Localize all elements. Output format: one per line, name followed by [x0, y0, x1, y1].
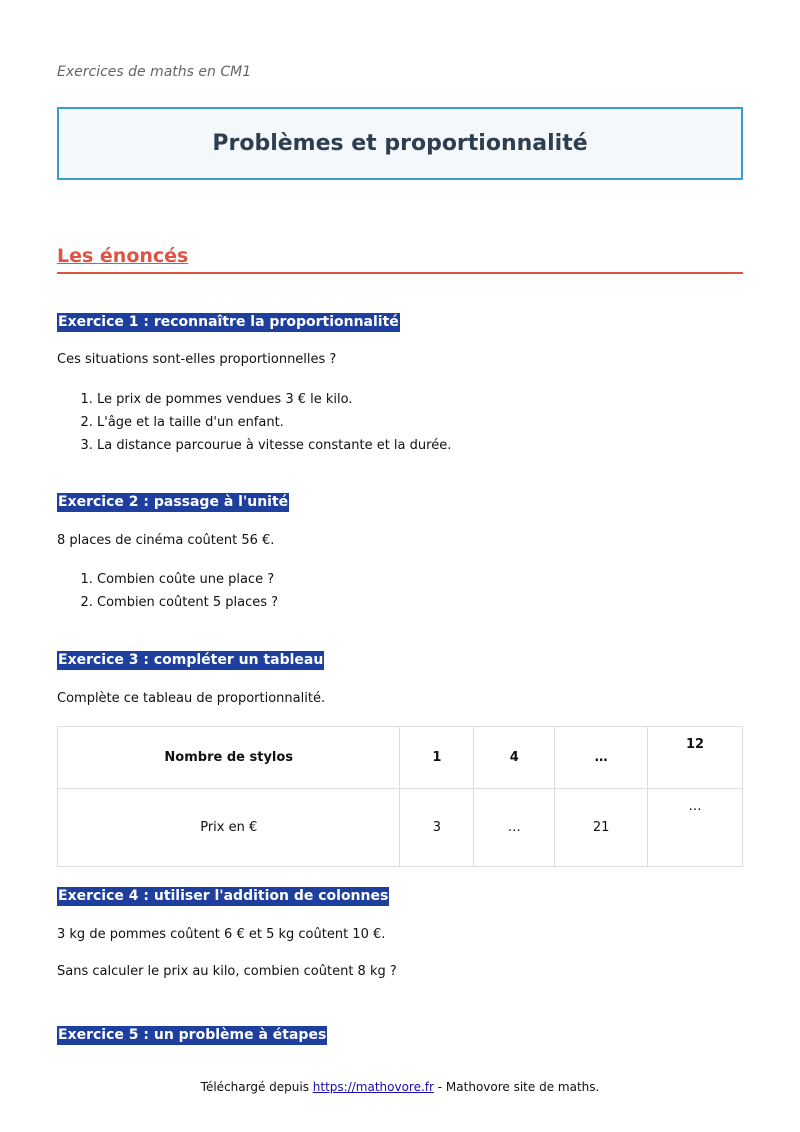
exercise-4-question: Sans calculer le prix au kilo, combien coûtent 8 kg ? — [57, 964, 397, 979]
footer-link[interactable]: https://mathovore.fr — [312, 1080, 434, 1094]
table-cell: … — [555, 727, 648, 789]
title-box — [57, 107, 743, 180]
exercise-3-intro: Complète ce tableau de proportionnalité. — [57, 691, 326, 706]
table-cell: 3 — [400, 789, 474, 867]
footer-suffix: - Mathovore site de maths. — [433, 1080, 600, 1094]
exercise-4-intro: 3 kg de pommes coûtent 6 € et 5 kg coûtent 10 €. — [57, 927, 386, 942]
table-cell: … — [474, 789, 555, 867]
exercise-1-heading: Exercice 1 : reconnaître la proportionnalité — [58, 314, 399, 330]
table-cell: 21 — [555, 789, 648, 867]
table-cell: 1 — [400, 727, 474, 789]
list-item: 3. La distance parcourue à vitesse constante et la durée. — [97, 434, 451, 457]
list-item: 1. Le prix de pommes vendues 3 € le kilo. — [97, 388, 451, 411]
table-cell: 12 — [648, 727, 743, 789]
list-item: 2. Combien coûtent 5 places ? — [97, 591, 278, 614]
exercise-4-heading: Exercice 4 : utiliser l'addition de colonnes — [58, 888, 389, 904]
exercise-1-intro: Ces situations sont-elles proportionnelles ? — [57, 352, 337, 367]
exercise-3-heading: Exercice 3 : compléter un tableau — [58, 652, 324, 668]
table-cell: 4 — [474, 727, 555, 789]
list-item: 1. Combien coûte une place ? — [97, 568, 278, 591]
page-subtitle: Exercices de maths en CM1 — [57, 64, 252, 80]
page-footer — [0, 1080, 800, 1094]
footer-prefix: Téléchargé depuis — [200, 1080, 313, 1094]
proportionality-table — [57, 726, 743, 867]
page-title: Problèmes et proportionnalité — [212, 131, 588, 156]
section-heading — [57, 245, 743, 274]
exercise-2-intro: 8 places de cinéma coûtent 56 €. — [57, 533, 275, 548]
table-cell: Nombre de stylos — [58, 727, 400, 789]
exercise-2-heading: Exercice 2 : passage à l'unité — [58, 494, 289, 510]
section-heading-text: Les énoncés — [57, 245, 189, 267]
table-row — [58, 727, 743, 789]
exercise-2-list — [57, 568, 278, 614]
exercise-1-list — [57, 388, 451, 457]
table-cell: Prix en € — [58, 789, 400, 867]
list-item: 2. L'âge et la taille d'un enfant. — [97, 411, 451, 434]
table-row — [58, 789, 743, 867]
table-cell: … — [648, 789, 743, 867]
exercise-5-heading: Exercice 5 : un problème à étapes — [58, 1027, 327, 1043]
